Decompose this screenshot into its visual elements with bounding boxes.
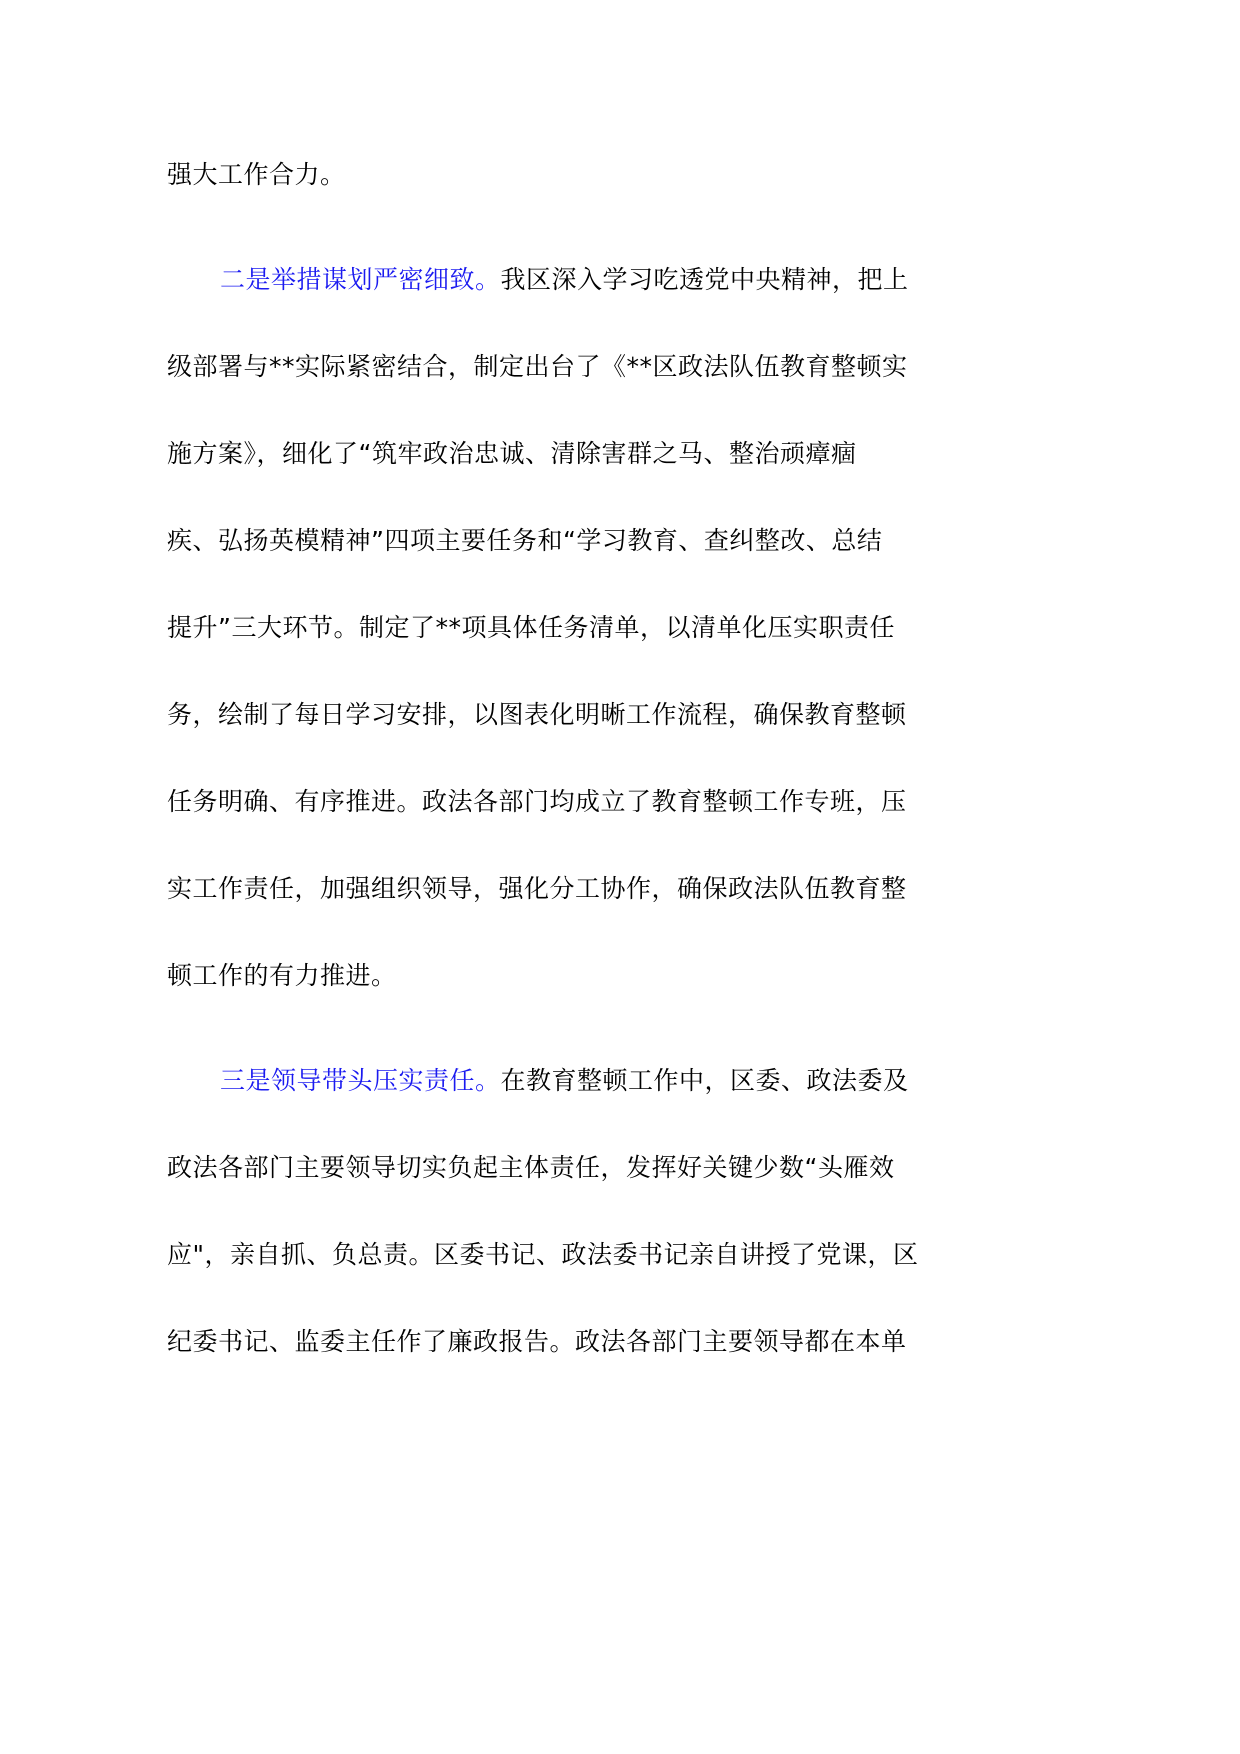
- line-text: 施方案》，细化了“筑牢政治忠诚、清除害群之马、整治顽瘴痼: [167, 439, 857, 468]
- paragraph-line-11: [220, 1063, 909, 1099]
- paragraph-line-2: [220, 262, 909, 298]
- line-text: 在教育整顿工作中，区委、政法委及: [500, 1066, 909, 1095]
- line-text: 政法各部门主要领导切实负起主体责任，发挥好关键少数“头雁效: [167, 1153, 895, 1182]
- line-text: 顿工作的有力推进。: [167, 961, 397, 990]
- line-text: 提升”三大环节。制定了**项具体任务清单，以清单化压实职责任: [167, 613, 895, 642]
- paragraph-line-6: [167, 610, 895, 646]
- line-text: 实工作责任，加强组织领导，强化分工协作，确保政法队伍教育整: [167, 874, 907, 903]
- paragraph-line-4: [167, 436, 856, 472]
- paragraph-line-1: [167, 157, 346, 193]
- paragraph-line-10: [167, 958, 397, 994]
- paragraph-line-13: [167, 1237, 919, 1273]
- paragraph-line-14: [167, 1324, 907, 1360]
- paragraph-line-5: [167, 523, 882, 559]
- line-text: 务，绘制了每日学习安排，以图表化明晰工作流程，确保教育整顿: [167, 700, 907, 729]
- paragraph-line-3: [167, 349, 908, 385]
- paragraph-line-12: [167, 1150, 894, 1186]
- line-text: 任务明确、有序推进。政法各部门均成立了教育整顿工作专班，压: [167, 787, 907, 816]
- paragraph-line-8: [167, 784, 907, 820]
- line-text: 级部署与**实际紧密结合，制定出台了《**区政法队伍教育整顿实: [167, 352, 908, 381]
- paragraph-line-7: [167, 697, 907, 733]
- paragraph-line-9: [167, 871, 907, 907]
- line-text: 纪委书记、监委主任作了廉政报告。政法各部门主要领导都在本单: [167, 1327, 907, 1356]
- paragraph-lead-heading: 三是领导带头压实责任。: [220, 1066, 501, 1095]
- line-text: 强大工作合力。: [167, 160, 346, 189]
- line-text: 疾、弘扬英模精神”四项主要任务和“学习教育、查纠整改、总结: [167, 526, 883, 555]
- line-text: 我区深入学习吃透党中央精神，把上: [500, 265, 909, 294]
- line-text: 应"，亲自抓、负总责。区委书记、政法委书记亲自讲授了党课，区: [167, 1240, 919, 1269]
- paragraph-lead-heading: 二是举措谋划严密细致。: [220, 265, 501, 294]
